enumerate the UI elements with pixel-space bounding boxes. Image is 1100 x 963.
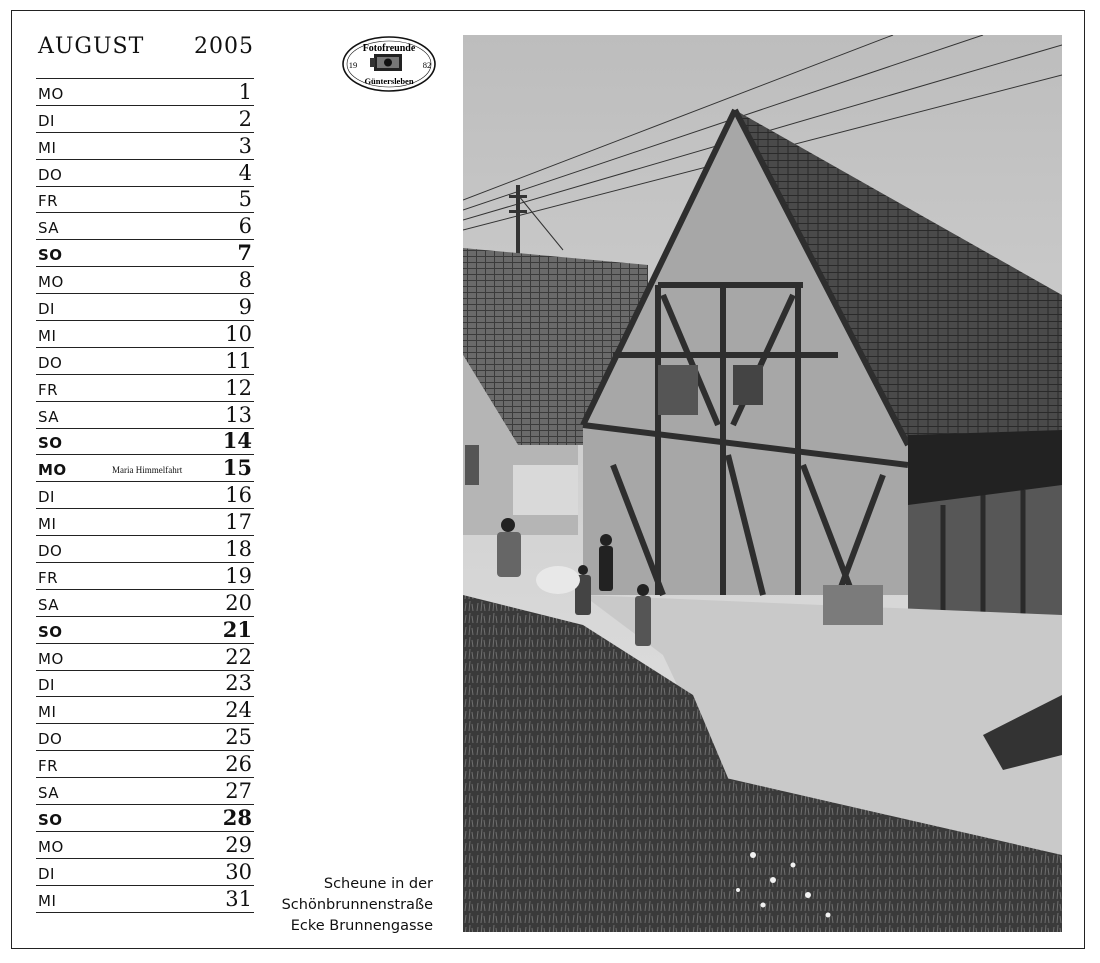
weekday-label: FR (38, 757, 59, 776)
weekday-label: SA (38, 784, 60, 803)
logo-year-left: 19 (348, 60, 358, 70)
weekday-label: DO (38, 730, 63, 749)
day-number: 27 (225, 779, 252, 804)
weekday-label: DO (38, 353, 63, 372)
day-number: 9 (238, 295, 252, 320)
holiday-note: Maria Himmelfahrt (112, 465, 183, 476)
day-row (36, 805, 254, 832)
day-row (36, 671, 254, 698)
day-row (36, 724, 254, 751)
weekday-label: MI (38, 138, 57, 157)
day-row (36, 213, 254, 240)
day-row (36, 187, 254, 214)
day-number: 20 (225, 590, 252, 615)
day-row (36, 294, 254, 321)
day-row (36, 455, 254, 482)
day-number: 19 (225, 563, 252, 588)
weekday-label: MO (38, 649, 64, 668)
day-row (36, 240, 254, 267)
weekday-label: MO (38, 837, 64, 856)
caption-line-1: Scheune in der (323, 876, 433, 892)
weekday-label: MI (38, 891, 57, 910)
day-row (36, 751, 254, 778)
day-number: 17 (225, 510, 252, 535)
camera-icon (370, 54, 402, 71)
weekday-label: DI (38, 676, 55, 695)
club-logo (341, 35, 437, 93)
weekday-label: SO (38, 622, 63, 641)
day-row (36, 644, 254, 671)
day-number: 24 (225, 698, 252, 723)
day-row (36, 859, 254, 886)
day-row (36, 697, 254, 724)
weekday-label: MO (38, 461, 67, 480)
day-number: 21 (222, 616, 252, 642)
day-row (36, 429, 254, 456)
weekday-label: SA (38, 595, 60, 614)
day-row (36, 106, 254, 133)
weekday-label: MI (38, 703, 57, 722)
day-number: 7 (237, 240, 252, 266)
day-row (36, 402, 254, 429)
day-row (36, 509, 254, 536)
day-row (36, 778, 254, 805)
day-number: 25 (225, 725, 252, 750)
day-number: 18 (225, 537, 252, 562)
day-number: 15 (222, 455, 252, 481)
day-number: 1 (238, 79, 252, 104)
weekday-label: MO (38, 273, 64, 292)
day-row (36, 133, 254, 160)
caption-line-3: Ecke Brunnengasse (290, 918, 433, 934)
day-row (36, 79, 254, 106)
day-number: 3 (238, 133, 252, 158)
weekday-label: SO (38, 810, 63, 829)
day-number: 28 (222, 804, 252, 830)
day-number: 6 (238, 214, 252, 239)
photo-caption (282, 874, 433, 937)
day-number: 8 (238, 268, 252, 293)
weekday-label: DI (38, 300, 55, 319)
day-number: 12 (225, 375, 252, 400)
weekday-label: MO (38, 84, 64, 103)
day-number: 31 (225, 886, 252, 911)
day-number: 26 (225, 752, 252, 777)
logo-year-right: 82 (422, 60, 432, 70)
day-number: 4 (238, 160, 252, 185)
day-row (36, 482, 254, 509)
weekday-label: FR (38, 568, 59, 587)
day-number: 30 (225, 859, 252, 884)
weekday-label: FR (38, 192, 59, 211)
weekday-label: DI (38, 864, 55, 883)
day-row (36, 160, 254, 187)
day-number: 23 (225, 671, 252, 696)
day-row (36, 590, 254, 617)
day-row (36, 886, 254, 913)
barn-photo (463, 35, 1062, 932)
weekday-label: SA (38, 407, 60, 426)
day-row (36, 267, 254, 294)
weekday-label: FR (38, 380, 59, 399)
month-title: AUGUST (38, 34, 145, 59)
day-number: 16 (225, 483, 252, 508)
day-row (36, 563, 254, 590)
weekday-label: DI (38, 488, 55, 507)
day-row (36, 832, 254, 859)
weekday-label: SO (38, 434, 63, 453)
day-row (36, 348, 254, 375)
logo-name: Fotofreunde (362, 43, 416, 54)
weekday-label: DO (38, 542, 63, 561)
day-number: 22 (225, 644, 252, 669)
caption-line-2: Schönbrunnenstraße (281, 897, 433, 913)
day-number: 5 (238, 187, 252, 212)
day-number: 13 (225, 402, 252, 427)
day-number: 10 (225, 321, 252, 346)
weekday-label: MI (38, 515, 57, 534)
day-row (36, 536, 254, 563)
day-row (36, 321, 254, 348)
day-row (36, 375, 254, 402)
day-number: 29 (225, 832, 252, 857)
weekday-label: SO (38, 246, 63, 265)
day-number: 2 (238, 106, 252, 131)
day-row (36, 617, 254, 644)
weekday-label: DO (38, 165, 63, 184)
weekday-label: MI (38, 326, 57, 345)
day-number: 11 (225, 348, 252, 373)
year-title: 2005 (194, 34, 254, 59)
weekday-label: DI (38, 111, 55, 130)
logo-place: Güntersleben (364, 76, 414, 86)
weekday-label: SA (38, 219, 60, 238)
day-list (36, 78, 254, 913)
day-number: 14 (222, 428, 252, 454)
